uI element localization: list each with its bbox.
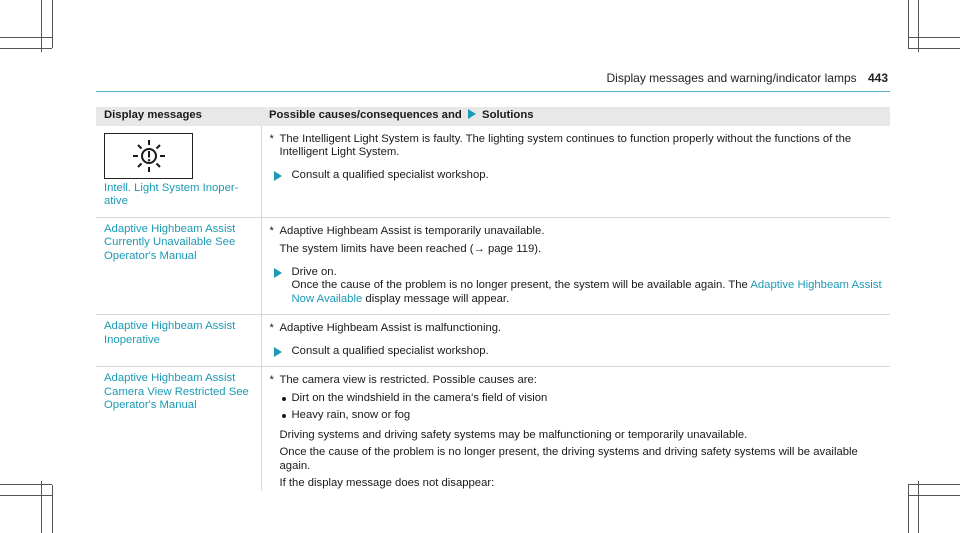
step-text: Consult a qualified specialist workshop.	[291, 168, 489, 181]
step-arrow-icon	[274, 268, 282, 278]
display-message-text: Adaptive Highbeam Assist Camera View Restricted See Operator's Manual	[104, 372, 249, 411]
header-rule	[96, 91, 890, 92]
message-cell	[96, 315, 261, 367]
display-messages-table	[96, 107, 890, 491]
step-arrow-icon	[274, 171, 282, 181]
crop-mark	[918, 0, 919, 52]
crop-mark	[41, 0, 42, 52]
cause-text: Adaptive Highbeam Assist is temporarily unavailable.	[279, 224, 545, 237]
display-message-text: Intell. Light System Inoper-ative	[104, 181, 239, 207]
message-cell	[96, 217, 261, 315]
header-title: Display messages and warning/indicator lamps	[606, 71, 857, 85]
cause-text: The camera view is restricted. Possible causes are:	[279, 374, 537, 386]
list-item: Dirt on the windshield in the camera's field of vision	[270, 392, 885, 406]
list-item: Heavy rain, snow or fog	[270, 409, 885, 423]
crop-mark	[0, 495, 52, 496]
cause-cell	[261, 126, 890, 218]
column-header-causes-label: Possible causes/consequences and	[269, 109, 462, 121]
crop-mark	[52, 485, 53, 533]
paragraph: Driving systems and driving safety systems may be malfunctioning or temporarily unavailable.	[279, 428, 748, 441]
crop-mark	[908, 484, 960, 485]
solution-step	[270, 345, 885, 359]
message-cell	[96, 126, 261, 218]
crop-mark	[918, 481, 919, 533]
cause-cell	[261, 217, 890, 315]
solution-step	[270, 266, 885, 307]
crop-mark	[908, 48, 960, 49]
cause-cell	[261, 315, 890, 367]
crop-mark	[908, 37, 960, 38]
solution-step	[270, 169, 885, 183]
crop-mark	[0, 484, 52, 485]
step-detail	[292, 279, 885, 306]
display-message-text: Adaptive Highbeam Assist Inoperative	[104, 320, 236, 346]
table-row	[96, 126, 890, 218]
step-detail-before: Once the cause of the problem is no longer present, the system will be available again. The	[291, 279, 748, 291]
crop-mark	[908, 495, 960, 496]
crop-mark	[0, 48, 52, 49]
step-text: Consult a qualified specialist workshop.	[291, 344, 489, 357]
cause-cell	[261, 367, 890, 491]
display-message-text: Adaptive Highbeam Assist Currently Unavailable See Operator's Manual	[104, 222, 236, 262]
step-arrow-icon	[274, 347, 282, 357]
paragraph: Once the cause of the problem is no longer present, the driving systems and driving safety systems will be available again.	[279, 446, 858, 472]
step-title: Drive on.	[291, 265, 337, 278]
table-row	[96, 315, 890, 367]
cause-text: Adaptive Highbeam Assist is malfunctioning.	[279, 322, 502, 334]
cause-line: * Adaptive Highbeam Assist is malfunctioning.	[269, 322, 502, 334]
table-header-row	[96, 107, 890, 126]
column-header-messages: Display messages	[96, 107, 261, 126]
step-detail-after: display message will appear.	[365, 292, 510, 305]
crop-mark	[52, 0, 53, 48]
crop-mark	[0, 37, 52, 38]
column-header-causes	[261, 107, 890, 126]
crop-mark	[908, 485, 909, 533]
light-system-warning-icon	[104, 133, 193, 179]
message-cell	[96, 367, 261, 491]
note-text: The system limits have been reached (→ page 119).	[279, 243, 542, 255]
message-reference: Adaptive Highbeam Assist Now Available	[291, 279, 882, 305]
page-number: 443	[867, 71, 888, 85]
page-header	[607, 71, 889, 85]
step-arrow-icon	[468, 109, 476, 119]
table-row	[96, 367, 890, 491]
column-header-solutions-label: Solutions	[482, 109, 534, 121]
crop-mark	[41, 481, 42, 533]
cause-line: * The Intelligent Light System is faulty. The lighting system continues to function properly without the functions of the Intelligent Light System.	[269, 132, 852, 158]
table-row	[96, 217, 890, 315]
cause-line: * Adaptive Highbeam Assist is temporarily unavailable.	[269, 224, 545, 237]
crop-mark	[908, 0, 909, 48]
paragraph: If the display message does not disappear:	[279, 477, 495, 489]
cause-text: The Intelligent Light System is faulty. The lighting system continues to function properly without the functions of the Intelligent Light System.	[279, 132, 852, 158]
cause-line: * The camera view is restricted. Possible causes are:	[269, 374, 537, 386]
